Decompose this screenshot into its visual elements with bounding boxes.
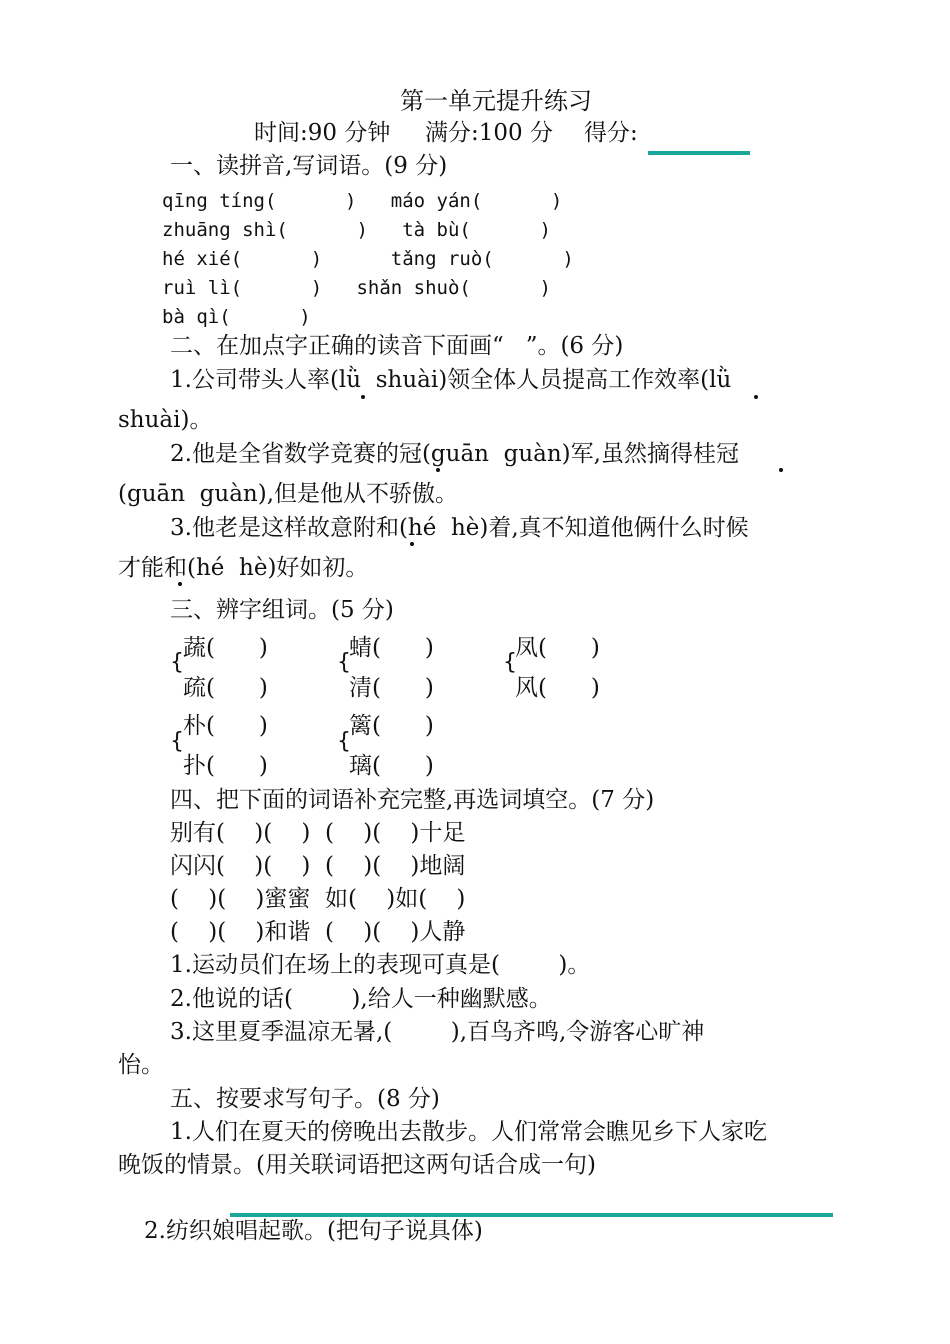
emphasis-dot [779, 468, 783, 472]
header-score-label: 得分: [584, 120, 638, 146]
char-pair-item: 朴( ) [183, 713, 268, 739]
pinyin-row: zhuāng shì( ) tà bù( ) [162, 219, 551, 241]
pinyin-row: hé xié( ) tǎng ruò( ) [162, 248, 574, 270]
brace-icon: { [337, 650, 351, 675]
brace-icon: { [337, 729, 351, 754]
score-answer-line[interactable] [648, 151, 750, 155]
brace-icon: { [170, 729, 184, 754]
section-4-heading: 四、把下面的词语补充完整,再选词填空。(7 分) [170, 787, 655, 813]
question-text: (guān guàn),但是他从不骄傲。 [118, 481, 459, 507]
header-full-score: 满分:100 分 [425, 120, 553, 146]
emphasis-dot [178, 582, 182, 586]
pinyin-row: ruì lì( ) shǎn shuò( ) [162, 277, 551, 299]
char-pair-item: 风( ) [515, 675, 600, 701]
char-pair-item: 篱( ) [349, 713, 434, 739]
question-text: 才能和(hé hè)好如初。 [118, 555, 369, 581]
section-3-heading: 三、辨字组词。(5 分) [170, 597, 394, 623]
question-text: 1.公司带头人率(lǜ shuài)领全体人员提高工作效率(lǜ [170, 367, 732, 393]
idiom-row: ( )( )和谐 ( )( )人静 [170, 919, 466, 945]
char-pair-item: 扑( ) [183, 753, 268, 779]
section-2-heading: 二、在加点字正确的读音下面画“ ”。(6 分) [170, 333, 624, 359]
question-text: 3.这里夏季温凉无暑,( ),百鸟齐鸣,令游客心旷神 [170, 1019, 705, 1045]
brace-icon: { [170, 650, 184, 675]
question-text: 怡。 [118, 1052, 164, 1078]
question-text: 2.纺织娘唱起歌。(把句子说具体) [144, 1218, 483, 1244]
char-pair-item: 璃( ) [349, 753, 434, 779]
question-text: 3.他老是这样故意附和(hé hè)着,真不知道他俩什么时候 [170, 515, 749, 541]
question-text: 1.人们在夏天的傍晚出去散步。人们常常会瞧见乡下人家吃 [170, 1119, 767, 1145]
char-pair-item: 蜻( ) [349, 635, 434, 661]
idiom-row: ( )( )蜜蜜 如( )如( ) [170, 886, 466, 912]
brace-icon: { [503, 650, 517, 675]
emphasis-dot [410, 542, 414, 546]
question-text: 2.他说的话( ),给人一种幽默感。 [170, 986, 552, 1012]
section-1-heading: 一、读拼音,写词语。(9 分) [170, 153, 448, 179]
char-pair-item: 清( ) [349, 675, 434, 701]
header-time: 时间:90 分钟 [254, 120, 391, 146]
char-pair-item: 蔬( ) [183, 635, 268, 661]
question-text: 晚饭的情景。(用关联词语把这两句话合成一句) [118, 1152, 596, 1178]
question-text: 1.运动员们在场上的表现可真是( )。 [170, 952, 591, 978]
emphasis-dot [436, 468, 440, 472]
pinyin-row: qīng tíng( ) máo yán( ) [162, 190, 563, 212]
question-text: shuài)。 [118, 407, 213, 433]
idiom-row: 别有( )( ) ( )( )十足 [170, 820, 466, 846]
pinyin-row: bà qì( ) [162, 306, 311, 328]
page-title: 第一单元提升练习 [400, 87, 592, 115]
emphasis-dot [361, 395, 365, 399]
question-text: 2.他是全省数学竞赛的冠(guān guàn)军,虽然摘得桂冠 [170, 441, 739, 467]
section-5-heading: 五、按要求写句子。(8 分) [170, 1086, 440, 1112]
idiom-row: 闪闪( )( ) ( )( )地阔 [170, 853, 466, 879]
emphasis-dot [754, 395, 758, 399]
char-pair-item: 疏( ) [183, 675, 268, 701]
char-pair-item: 凤( ) [515, 635, 600, 661]
